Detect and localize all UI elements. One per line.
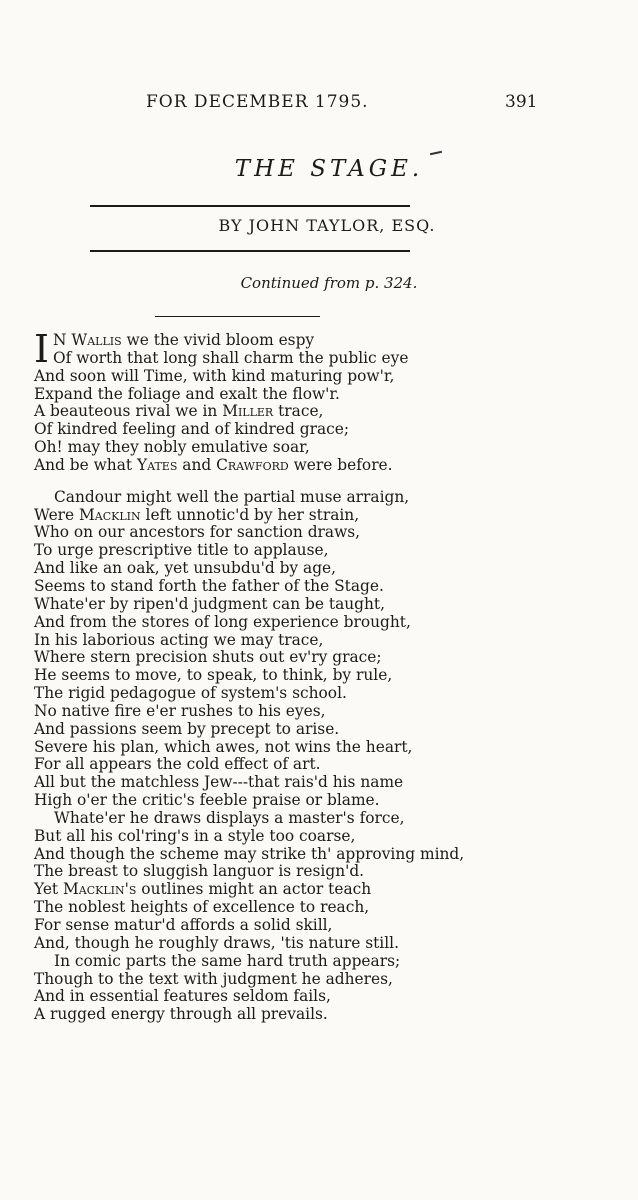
stray-ink-mark — [430, 151, 442, 155]
poem-line: Where stern precision shuts out ev'ry grace; — [34, 648, 382, 667]
poem-line: In his laborious acting we may trace, — [34, 630, 324, 649]
poem-line: The breast to sluggish languor is resign'd. — [34, 862, 365, 881]
poem-line: Candour might well the partial muse arraign, — [54, 487, 410, 506]
stanza-2 — [34, 489, 634, 1024]
poem-line: Yet Macklin's outlines might an actor teach — [34, 880, 372, 899]
poem-line: Whate'er he draws displays a master's force, — [54, 808, 405, 827]
poem-line: Were Macklin left unnotic'd by her strain, — [34, 505, 360, 524]
poem-line: N Wallis we the vivid bloom espy — [53, 331, 315, 349]
poem-line: The rigid pedagogue of system's school. — [34, 684, 347, 703]
poem-line: The noblest heights of excellence to reach, — [34, 898, 370, 917]
poem-line: And in essential features seldom fails, — [34, 987, 331, 1006]
poem-line: No native fire e'er rushes to his eyes, — [34, 701, 326, 720]
poem-line: For all appears the cold effect of art. — [34, 755, 321, 774]
page-number: 391 — [505, 92, 538, 112]
poem-line: Whate'er by ripen'd judgment can be taught, — [34, 594, 386, 613]
poem-line: And, though he roughly draws, 'tis nature still. — [34, 933, 399, 952]
poem-line: Of kindred feeling and of kindred grace; — [34, 420, 350, 439]
byline: BY JOHN TAYLOR, ESQ. — [218, 216, 436, 235]
poem-line: Oh! may they nobly emulative soar, — [34, 438, 310, 457]
poem-line: All but the matchless Jew---that rais'd his name — [34, 773, 404, 792]
poem-line: To urge prescriptive title to applause, — [34, 541, 329, 560]
poem-line: Expand the foliage and exalt the flow'r. — [34, 384, 340, 403]
stanza-1 — [34, 327, 634, 475]
poem-line: Though to the text with judgment he adheres, — [34, 969, 393, 988]
poem-line: For sense matur'd affords a solid skill, — [34, 916, 333, 934]
running-head — [0, 92, 638, 116]
rule-above-byline — [90, 205, 410, 207]
poem-line: Who on our ancestors for sanction draws, — [34, 523, 361, 542]
short-rule — [155, 316, 320, 317]
poem-line: A rugged energy through all prevails. — [34, 1005, 328, 1024]
poem-line: He seems to move, to speak, to think, by rule, — [34, 666, 393, 685]
poem-line: But all his col'ring's in a style too coarse, — [34, 826, 356, 845]
running-title: FOR DECEMBER 1795. — [146, 92, 369, 112]
poem-line: And though the scheme may strike th' approving mind, — [34, 844, 465, 863]
poem-line: In comic parts the same hard truth appears; — [54, 951, 401, 970]
poem-line: Seems to stand forth the father of the Stage. — [34, 576, 384, 595]
poem-line: And from the stores of long experience brought, — [34, 612, 411, 631]
poem-line: A beauteous rival we in Miller trace, — [34, 402, 324, 421]
poem-line: And soon will Time, with kind maturing pow'r, — [34, 366, 395, 385]
rule-below-byline — [90, 250, 410, 252]
continued-note: Continued from p. 324. — [240, 274, 418, 292]
poem-line: And passions seem by precept to arise. — [34, 719, 340, 738]
drop-cap: I — [34, 327, 50, 371]
poem-line: And be what Yates and Crawford were before. — [34, 455, 393, 474]
poem-line: Of worth that long shall charm the public eye — [53, 348, 409, 367]
poem-line: And like an oak, yet unsubdu'd by age, — [34, 559, 337, 578]
poem-line: Severe his plan, which awes, not wins the heart, — [34, 737, 413, 756]
section-title: THE STAGE. — [234, 156, 424, 182]
poem — [34, 327, 634, 1024]
poem-line: High o'er the critic's feeble praise or blame. — [34, 791, 380, 810]
